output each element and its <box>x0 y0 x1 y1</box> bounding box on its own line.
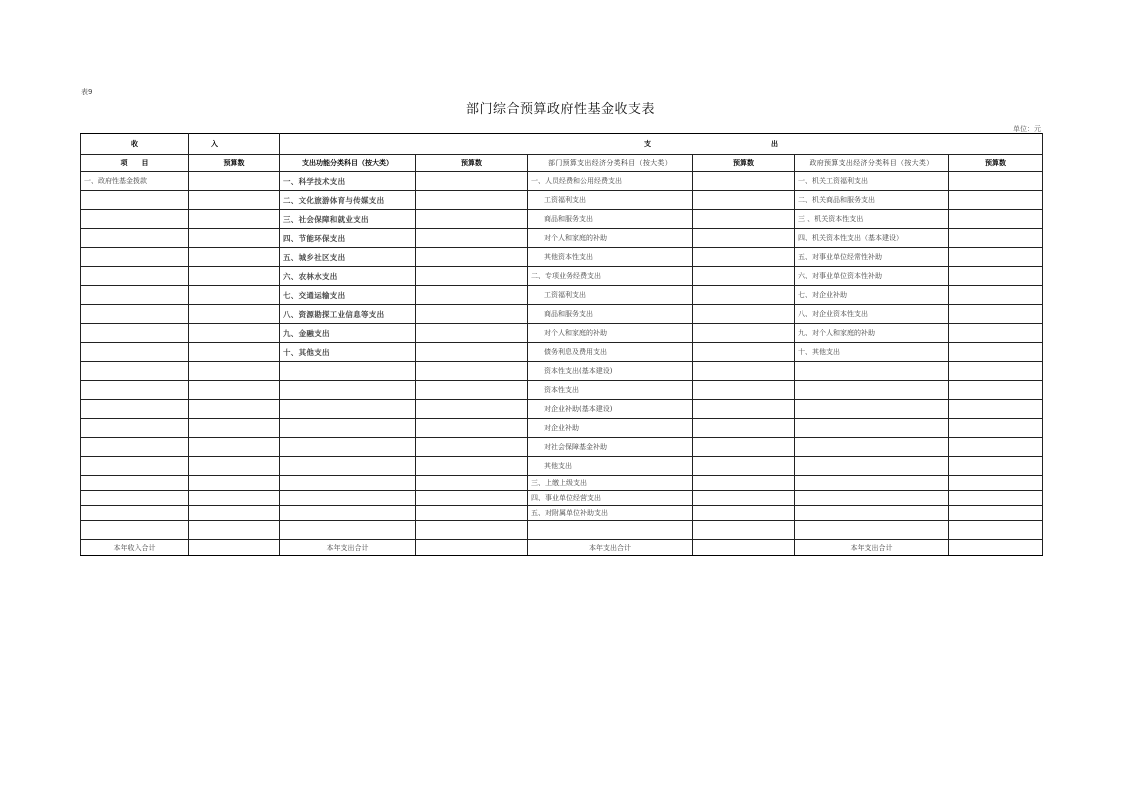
expense-section-cell <box>280 134 1043 155</box>
dept-item: 对个人和家庭的补助 <box>528 229 693 248</box>
func-item: 八、资源勘探工业信息等支出 <box>280 305 416 324</box>
dept-value <box>693 210 795 229</box>
table-row <box>81 476 1043 491</box>
func-value <box>416 286 528 305</box>
func-value <box>416 476 528 491</box>
table-row <box>81 248 1043 267</box>
func-item: 一、科学技术支出 <box>280 172 416 191</box>
income-value <box>189 286 280 305</box>
gov-item <box>795 491 949 506</box>
dept-value <box>693 229 795 248</box>
table-row <box>81 343 1043 362</box>
gov-item <box>795 362 949 381</box>
income-section-char-2: 入 <box>211 140 218 148</box>
dept-total-label: 本年支出合计 <box>528 540 693 556</box>
table-row <box>81 419 1043 438</box>
gov-item <box>795 521 949 540</box>
func-value <box>416 305 528 324</box>
dept-item: 工资福利支出 <box>528 191 693 210</box>
expense-section-char-2: 出 <box>771 140 778 148</box>
dept-value <box>693 506 795 521</box>
income-item <box>81 362 189 381</box>
dept-value <box>693 191 795 210</box>
table-row <box>81 400 1043 419</box>
gov-value <box>949 419 1043 438</box>
income-item <box>81 343 189 362</box>
table-row <box>81 491 1043 506</box>
section-header-row <box>81 134 1043 155</box>
dept-value <box>693 491 795 506</box>
header-gov-econ: 政府预算支出经济分类科目（按大类） <box>795 155 949 172</box>
table-row <box>81 457 1043 476</box>
gov-item <box>795 400 949 419</box>
func-value <box>416 491 528 506</box>
func-value <box>416 229 528 248</box>
table-row <box>81 191 1043 210</box>
dept-value <box>693 457 795 476</box>
income-value <box>189 248 280 267</box>
func-total-label: 本年支出合计 <box>280 540 416 556</box>
income-item <box>81 438 189 457</box>
income-item <box>81 286 189 305</box>
table-row <box>81 362 1043 381</box>
income-total-label: 本年收入合计 <box>81 540 189 556</box>
func-item <box>280 419 416 438</box>
gov-item <box>795 457 949 476</box>
dept-total-value <box>693 540 795 556</box>
income-item <box>81 491 189 506</box>
income-item <box>81 476 189 491</box>
gov-item: 九、对个人和家庭的补助 <box>795 324 949 343</box>
dept-value <box>693 267 795 286</box>
func-value <box>416 343 528 362</box>
func-value <box>416 210 528 229</box>
dept-value <box>693 286 795 305</box>
income-value <box>189 521 280 540</box>
income-item <box>81 229 189 248</box>
gov-value <box>949 381 1043 400</box>
income-value <box>189 229 280 248</box>
dept-item: 资本性支出 <box>528 381 693 400</box>
income-value <box>189 191 280 210</box>
income-value <box>189 343 280 362</box>
gov-item <box>795 419 949 438</box>
document-title: 部门综合预算政府性基金收支表 <box>465 102 655 117</box>
func-value <box>416 381 528 400</box>
income-item <box>81 267 189 286</box>
dept-value <box>693 362 795 381</box>
func-value <box>416 324 528 343</box>
table-number: 表9 <box>81 88 93 96</box>
func-value <box>416 400 528 419</box>
dept-item: 资本性支出(基本建设) <box>528 362 693 381</box>
func-value <box>416 521 528 540</box>
dept-item: 对社会保障基金补助 <box>528 438 693 457</box>
dept-value <box>693 381 795 400</box>
dept-value <box>693 343 795 362</box>
dept-value <box>693 172 795 191</box>
func-item <box>280 521 416 540</box>
func-value <box>416 506 528 521</box>
dept-item: 工资福利支出 <box>528 286 693 305</box>
income-value <box>189 491 280 506</box>
func-item <box>280 506 416 521</box>
func-item: 五、城乡社区支出 <box>280 248 416 267</box>
totals-row <box>81 540 1043 556</box>
func-value <box>416 172 528 191</box>
gov-value <box>949 521 1043 540</box>
gov-value <box>949 506 1043 521</box>
func-value <box>416 267 528 286</box>
income-item <box>81 191 189 210</box>
func-value <box>416 438 528 457</box>
header-budget-2: 预算数 <box>416 155 528 172</box>
gov-item: 八、对企业资本性支出 <box>795 305 949 324</box>
income-item <box>81 400 189 419</box>
table-row <box>81 286 1043 305</box>
func-value <box>416 362 528 381</box>
gov-item: 四、机关资本性支出（基本建设） <box>795 229 949 248</box>
func-total-value <box>416 540 528 556</box>
func-item: 九、金融支出 <box>280 324 416 343</box>
gov-value <box>949 438 1043 457</box>
gov-item: 一、机关工资福利支出 <box>795 172 949 191</box>
gov-value <box>949 267 1043 286</box>
gov-value <box>949 305 1043 324</box>
header-dept-econ: 部门预算支出经济分类科目（按大类） <box>528 155 693 172</box>
table-row <box>81 305 1043 324</box>
income-value <box>189 305 280 324</box>
gov-item: 三 、机关资本性支出 <box>795 210 949 229</box>
func-item: 六、农林水支出 <box>280 267 416 286</box>
gov-value <box>949 191 1043 210</box>
gov-value <box>949 476 1043 491</box>
income-value <box>189 267 280 286</box>
table-row <box>81 506 1043 521</box>
gov-value <box>949 324 1043 343</box>
income-section-cell <box>81 134 189 155</box>
gov-item: 十、其他支出 <box>795 343 949 362</box>
gov-item: 七、对企业补助 <box>795 286 949 305</box>
column-header-row <box>81 155 1043 172</box>
income-value <box>189 476 280 491</box>
gov-item <box>795 438 949 457</box>
income-section-char-1: 收 <box>131 140 138 148</box>
income-value <box>189 506 280 521</box>
dept-item: 五、对附属单位补助支出 <box>528 506 693 521</box>
func-value <box>416 419 528 438</box>
gov-value <box>949 248 1043 267</box>
dept-item: 其他支出 <box>528 457 693 476</box>
func-item: 十、其他支出 <box>280 343 416 362</box>
table-row <box>81 229 1043 248</box>
gov-value <box>949 229 1043 248</box>
income-item <box>81 210 189 229</box>
dept-item: 对企业补助(基本建设) <box>528 400 693 419</box>
dept-item: 一、人员经费和公用经费支出 <box>528 172 693 191</box>
func-item <box>280 438 416 457</box>
dept-item: 商品和服务支出 <box>528 305 693 324</box>
func-value <box>416 457 528 476</box>
gov-value <box>949 343 1043 362</box>
gov-item: 二、机关商品和服务支出 <box>795 191 949 210</box>
header-func-class: 支出功能分类科目（按大类） <box>280 155 416 172</box>
dept-item: 对个人和家庭的补助 <box>528 324 693 343</box>
gov-total-value <box>949 540 1043 556</box>
income-item <box>81 457 189 476</box>
table-row <box>81 324 1043 343</box>
income-value <box>189 400 280 419</box>
func-item: 七、交通运输支出 <box>280 286 416 305</box>
func-item <box>280 476 416 491</box>
gov-value <box>949 210 1043 229</box>
table-row <box>81 267 1043 286</box>
dept-value <box>693 521 795 540</box>
func-item <box>280 381 416 400</box>
dept-item <box>528 521 693 540</box>
table-row <box>81 521 1043 540</box>
income-item <box>81 381 189 400</box>
header-item: 项 目 <box>81 155 189 172</box>
header-budget-1: 预算数 <box>189 155 280 172</box>
dept-item: 其他资本性支出 <box>528 248 693 267</box>
income-value <box>189 324 280 343</box>
income-item <box>81 324 189 343</box>
func-item: 二、文化旅游体育与传媒支出 <box>280 191 416 210</box>
dept-item: 商品和服务支出 <box>528 210 693 229</box>
func-value <box>416 191 528 210</box>
gov-item <box>795 381 949 400</box>
func-item <box>280 362 416 381</box>
dept-value <box>693 324 795 343</box>
income-value <box>189 419 280 438</box>
income-value <box>189 381 280 400</box>
gov-total-label: 本年支出合计 <box>795 540 949 556</box>
header-budget-3: 预算数 <box>693 155 795 172</box>
income-item: 一、政府性基金拨款 <box>81 172 189 191</box>
gov-item <box>795 506 949 521</box>
income-item <box>81 521 189 540</box>
income-item <box>81 419 189 438</box>
func-item <box>280 457 416 476</box>
dept-value <box>693 419 795 438</box>
table-row <box>81 381 1043 400</box>
gov-value <box>949 400 1043 419</box>
gov-item: 六、对事业单位资本性补助 <box>795 267 949 286</box>
income-item <box>81 248 189 267</box>
dept-value <box>693 476 795 491</box>
expense-section-char-1: 支 <box>644 140 651 148</box>
gov-value <box>949 172 1043 191</box>
func-item: 四、节能环保支出 <box>280 229 416 248</box>
table-row <box>81 210 1043 229</box>
dept-item: 三、上缴上级支出 <box>528 476 693 491</box>
income-value <box>189 438 280 457</box>
gov-value <box>949 491 1043 506</box>
table-row <box>81 438 1043 457</box>
dept-value <box>693 248 795 267</box>
func-item <box>280 491 416 506</box>
table-row <box>81 172 1043 191</box>
gov-value <box>949 286 1043 305</box>
dept-item: 对企业补助 <box>528 419 693 438</box>
income-total-value <box>189 540 280 556</box>
func-item <box>280 400 416 419</box>
dept-item: 债务利息及费用支出 <box>528 343 693 362</box>
dept-item: 四、事业单位经营支出 <box>528 491 693 506</box>
income-value <box>189 457 280 476</box>
income-value <box>189 210 280 229</box>
income-value <box>189 172 280 191</box>
unit-label: 单位：元 <box>1013 125 1041 133</box>
dept-value <box>693 305 795 324</box>
dept-value <box>693 400 795 419</box>
header-budget-4: 预算数 <box>949 155 1043 172</box>
income-item <box>81 506 189 521</box>
gov-item: 五、对事业单位经常性补助 <box>795 248 949 267</box>
dept-value <box>693 438 795 457</box>
func-value <box>416 248 528 267</box>
budget-table <box>80 133 1043 556</box>
income-value <box>189 362 280 381</box>
gov-value <box>949 457 1043 476</box>
income-item <box>81 305 189 324</box>
gov-value <box>949 362 1043 381</box>
dept-item: 二、专项业务经费支出 <box>528 267 693 286</box>
income-section-cell-2 <box>189 134 280 155</box>
func-item: 三、社会保障和就业支出 <box>280 210 416 229</box>
gov-item <box>795 476 949 491</box>
